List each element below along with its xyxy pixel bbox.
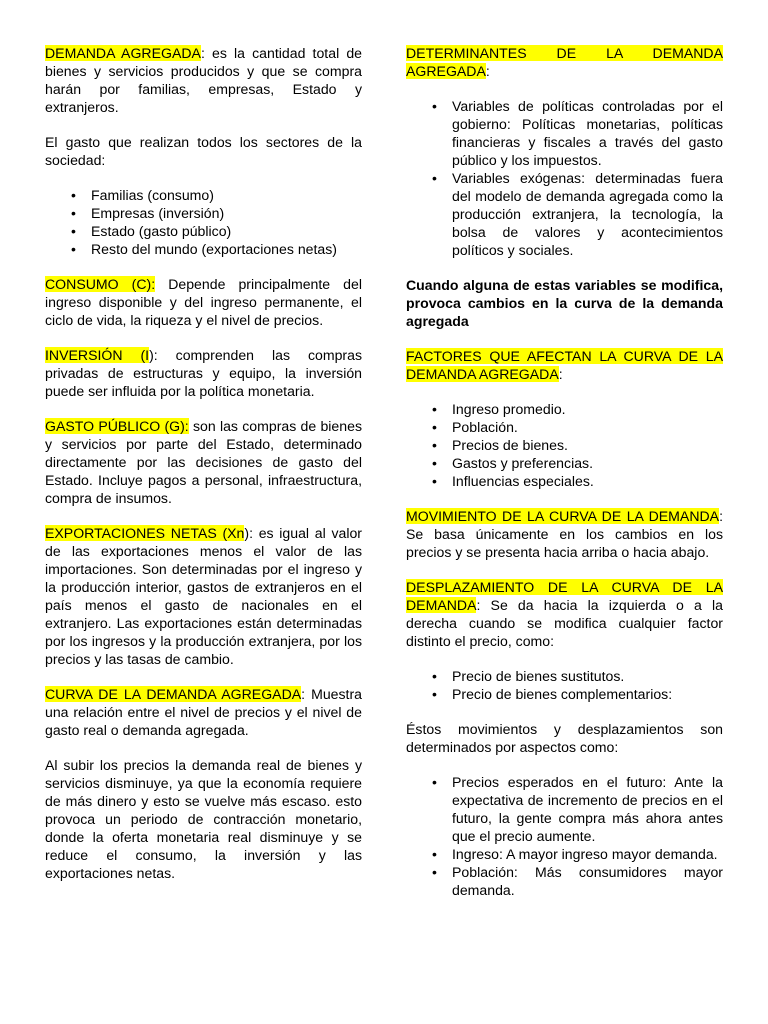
estos-paragraph: Éstos movimientos y desplazamientos son determinados por aspectos como: <box>406 721 723 755</box>
variables-list <box>406 97 723 259</box>
consumo-paragraph <box>45 275 362 329</box>
consumo-definition: Depende principalmente del ingreso disponible y del ingreso permanente, el ciclo de vida, la riqueza y el nivel de precios. <box>45 276 362 328</box>
sectores-list <box>45 186 362 258</box>
consumo-term: CONSUMO (C): <box>45 276 156 292</box>
list-item: • Estado (gasto público) <box>71 222 362 240</box>
determinantes-heading <box>406 44 723 80</box>
inversion-definition: ): comprenden las compras privadas de estructuras y equipo, la inversión puede ser influida por la política monetaria. <box>45 347 363 399</box>
list-item: • Ingreso: A mayor ingreso mayor demanda. <box>432 845 723 863</box>
list-item: • Variables exógenas: determinadas fuera del modelo de demanda agregada como la producción extranjera, la tecnología, la bolsa de valores y acontecimientos políticos y sociales. <box>432 169 723 259</box>
list-item: • Resto del mundo (exportaciones netas) <box>71 240 362 258</box>
list-item: • Precios de bienes. <box>432 436 723 454</box>
factores-heading <box>406 347 723 383</box>
list-item: • Variables de políticas controladas por el gobierno: Políticas monetarias, políticas financieras y fiscales a través del gasto público y los impuestos. <box>432 97 723 169</box>
exportaciones-term: EXPORTACIONES NETAS (Xn <box>45 525 245 541</box>
desplazamiento-definition: : Se da hacia la izquierda o a la derecha cuando se modifica cualquier factor distinto el precio, como: <box>406 597 723 649</box>
factores-term: FACTORES QUE AFECTAN LA CURVA DE LA DEMANDA AGREGADA <box>406 348 723 382</box>
list-item: • Población. <box>432 418 723 436</box>
bienes-list <box>406 667 723 703</box>
movimiento-paragraph <box>406 507 723 561</box>
desplazamiento-term: DESPLAZAMIENTO DE LA CURVA DE LA DEMANDA <box>406 579 723 613</box>
list-item: • Empresas (inversión) <box>71 204 362 222</box>
right-column <box>406 44 723 916</box>
factores-list <box>406 400 723 490</box>
list-item: • Precio de bienes sustitutos. <box>432 667 723 685</box>
demanda-agregada-term: DEMANDA AGREGADA <box>45 45 201 61</box>
list-item: • Precios esperados en el futuro: Ante la expectativa de incremento de precios en el futuro, la gente compra más ahora antes que el precio aumente. <box>432 773 723 845</box>
demanda-agregada-paragraph <box>45 44 362 116</box>
list-item: • Influencias especiales. <box>432 472 723 490</box>
factores-colon: : <box>558 366 563 382</box>
curva-term: CURVA DE LA DEMANDA AGREGADA <box>45 686 302 702</box>
exportaciones-paragraph <box>45 524 362 668</box>
left-column <box>45 44 362 899</box>
desplazamiento-paragraph <box>406 578 723 650</box>
inversion-paragraph <box>45 346 362 400</box>
subir-precios-paragraph: Al subir los precios la demanda real de bienes y servicios disminuye, ya que la economía requiere de más dinero y esto se vuelve más escaso. esto provoca un periodo de contracción monetario, donde la oferta monetaria real disminuye y se reduce el consumo, la inversión y las exportaciones netas. <box>45 757 362 881</box>
exportaciones-definition: ): es igual al valor de las exportaciones menos el valor de las importaciones. Son determinadas por el ingreso y la producción interior, gastos de extranjeros en el país menos el gasto de nacionales en el extranjero. Las exportaciones están determinadas por los ingresos y la producción extranjera, por los precios y las tasas de cambio. <box>45 525 362 667</box>
inversion-term: INVERSIÓN (I <box>45 347 150 363</box>
gasto-publico-term: GASTO PÚBLICO (G): <box>45 418 189 434</box>
list-item: • Familias (consumo) <box>71 186 362 204</box>
determinantes-term: DETERMINANTES DE LA DEMANDA AGREGADA <box>406 45 723 79</box>
gasto-publico-paragraph <box>45 417 362 507</box>
movimiento-definition: : Se basa únicamente en los cambios en los precios y se presenta hacia arriba o hacia abajo. <box>406 508 723 560</box>
gasto-publico-definition: son las compras de bienes y servicios por parte del Estado, determinado directamente por las decisiones de gasto del Estado. Incluye pagos a personal, infraestructura, compra de insumos. <box>45 418 362 506</box>
demanda-agregada-definition: : es la cantidad total de bienes y servicios producidos y que se compra harán por familias, empresas, Estado y extranjeros. <box>45 45 363 115</box>
list-item: • Precio de bienes complementarios: <box>432 685 723 703</box>
curva-definition: : Muestra una relación entre el nivel de precios y el nivel de gasto real o demanda agregada. <box>45 686 362 738</box>
list-item: • Gastos y preferencias. <box>432 454 723 472</box>
determinantes-colon: : <box>485 63 490 79</box>
cuando-paragraph: Cuando alguna de estas variables se modifica, provoca cambios en la curva de la demanda agregada <box>406 277 723 329</box>
movimiento-term: MOVIMIENTO DE LA CURVA DE LA DEMANDA <box>406 508 720 524</box>
aspectos-list <box>406 773 723 899</box>
curva-paragraph <box>45 685 362 739</box>
list-item: • Ingreso promedio. <box>432 400 723 418</box>
list-item: • Población: Más consumidores mayor demanda. <box>432 863 723 899</box>
gasto-intro: El gasto que realizan todos los sectores de la sociedad: <box>45 134 362 168</box>
